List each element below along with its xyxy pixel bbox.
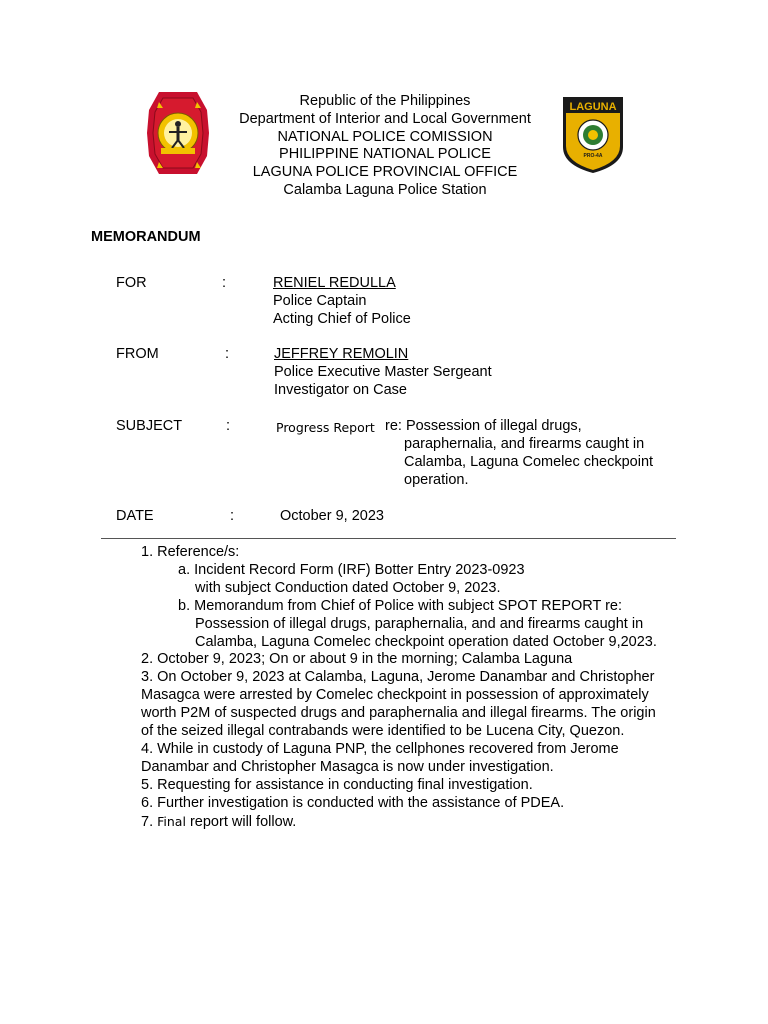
subject-text	[404, 436, 653, 489]
header-line: Calamba Laguna Police Station	[283, 181, 487, 198]
subject-label: SUBJECT	[116, 418, 183, 434]
subject-prefix: Progress Report	[276, 420, 375, 435]
laguna-ppo-logo	[561, 95, 625, 175]
item-number: 7.	[141, 813, 154, 830]
subject-colon: :	[226, 418, 231, 434]
for-name: RENIEL REDULLA	[273, 275, 396, 291]
for-label: FOR	[116, 275, 147, 291]
for-rank: Police Captain	[273, 292, 367, 309]
body-line: 1. Reference/s:	[141, 544, 240, 560]
svg-text:PRO-4A: PRO-4A	[583, 153, 603, 159]
from-sender	[274, 346, 492, 399]
body-line-7	[141, 813, 686, 832]
svg-text:LAGUNA: LAGUNA	[569, 101, 617, 113]
body-line: of the seized illegal contrabands were identified to be Lucena City, Quezon.	[141, 723, 625, 740]
header-line: PHILIPPINE NATIONAL POLICE	[279, 146, 491, 163]
memo-body	[141, 544, 686, 832]
date-value: October 9, 2023	[280, 508, 384, 524]
body-line: with subject Conduction dated October 9, 2023.	[195, 579, 501, 596]
date-label: DATE	[116, 508, 154, 524]
from-position: Investigator on Case	[274, 381, 407, 398]
for-position: Acting Chief of Police	[273, 310, 411, 327]
body-line: worth P2M of suspected drugs and paraphernalia and illegal firearms. The origin	[141, 705, 656, 722]
subject-line: Calamba, Laguna Comelec checkpoint	[404, 453, 654, 470]
date-colon: :	[230, 508, 235, 524]
for-recipient	[273, 275, 411, 328]
header-line: NATIONAL POLICE COMISSION	[277, 128, 493, 145]
body-line: 3. On October 9, 2023 at Calamba, Laguna, Jerome Danambar and Christopher	[141, 669, 655, 686]
body-line: a. Incident Record Form (IRF) Botter Entry 2023-0923	[178, 561, 525, 578]
body-line: Masagca were arrested by Comelec checkpoint in possession of approximately	[141, 687, 649, 704]
subject-line: paraphernalia, and firearms caught in	[404, 436, 645, 452]
header-line: Department of Interior and Local Government	[239, 110, 531, 127]
pnp-logo	[147, 90, 209, 176]
letterhead	[220, 93, 550, 200]
body-line: 2. October 9, 2023; On or about 9 in the morning; Calamba Laguna	[141, 651, 573, 668]
body-line: 5. Requesting for assistance in conducting final investigation.	[141, 776, 533, 793]
body-line: b. Memorandum from Chief of Police with subject SPOT REPORT re:	[178, 597, 623, 614]
item-text: report will follow.	[189, 813, 297, 830]
from-name: JEFFREY REMOLIN	[274, 346, 409, 362]
final-word: Final	[157, 813, 186, 829]
from-rank: Police Executive Master Sergeant	[274, 363, 492, 380]
from-colon: :	[225, 346, 230, 362]
body-line: Danambar and Christopher Masagca is now under investigation.	[141, 758, 554, 775]
header-line: LAGUNA POLICE PROVINCIAL OFFICE	[252, 164, 518, 181]
divider	[101, 538, 676, 539]
for-colon: :	[222, 275, 227, 291]
memo-title: MEMORANDUM	[91, 229, 201, 245]
body-line: Possession of illegal drugs, paraphernalia, and and firearms caught in	[195, 615, 644, 632]
body-line: 4. While in custody of Laguna PNP, the cellphones recovered from Jerome	[141, 740, 619, 757]
subject-line: operation.	[404, 471, 469, 488]
subject-line: re: Possession of illegal drugs,	[385, 418, 582, 434]
body-line: Calamba, Laguna Comelec checkpoint operation dated October 9,2023.	[195, 633, 657, 650]
body-line: 6. Further investigation is conducted with the assistance of PDEA.	[141, 794, 565, 811]
from-label: FROM	[116, 346, 159, 362]
header-line: Republic of the Philippines	[299, 93, 471, 109]
